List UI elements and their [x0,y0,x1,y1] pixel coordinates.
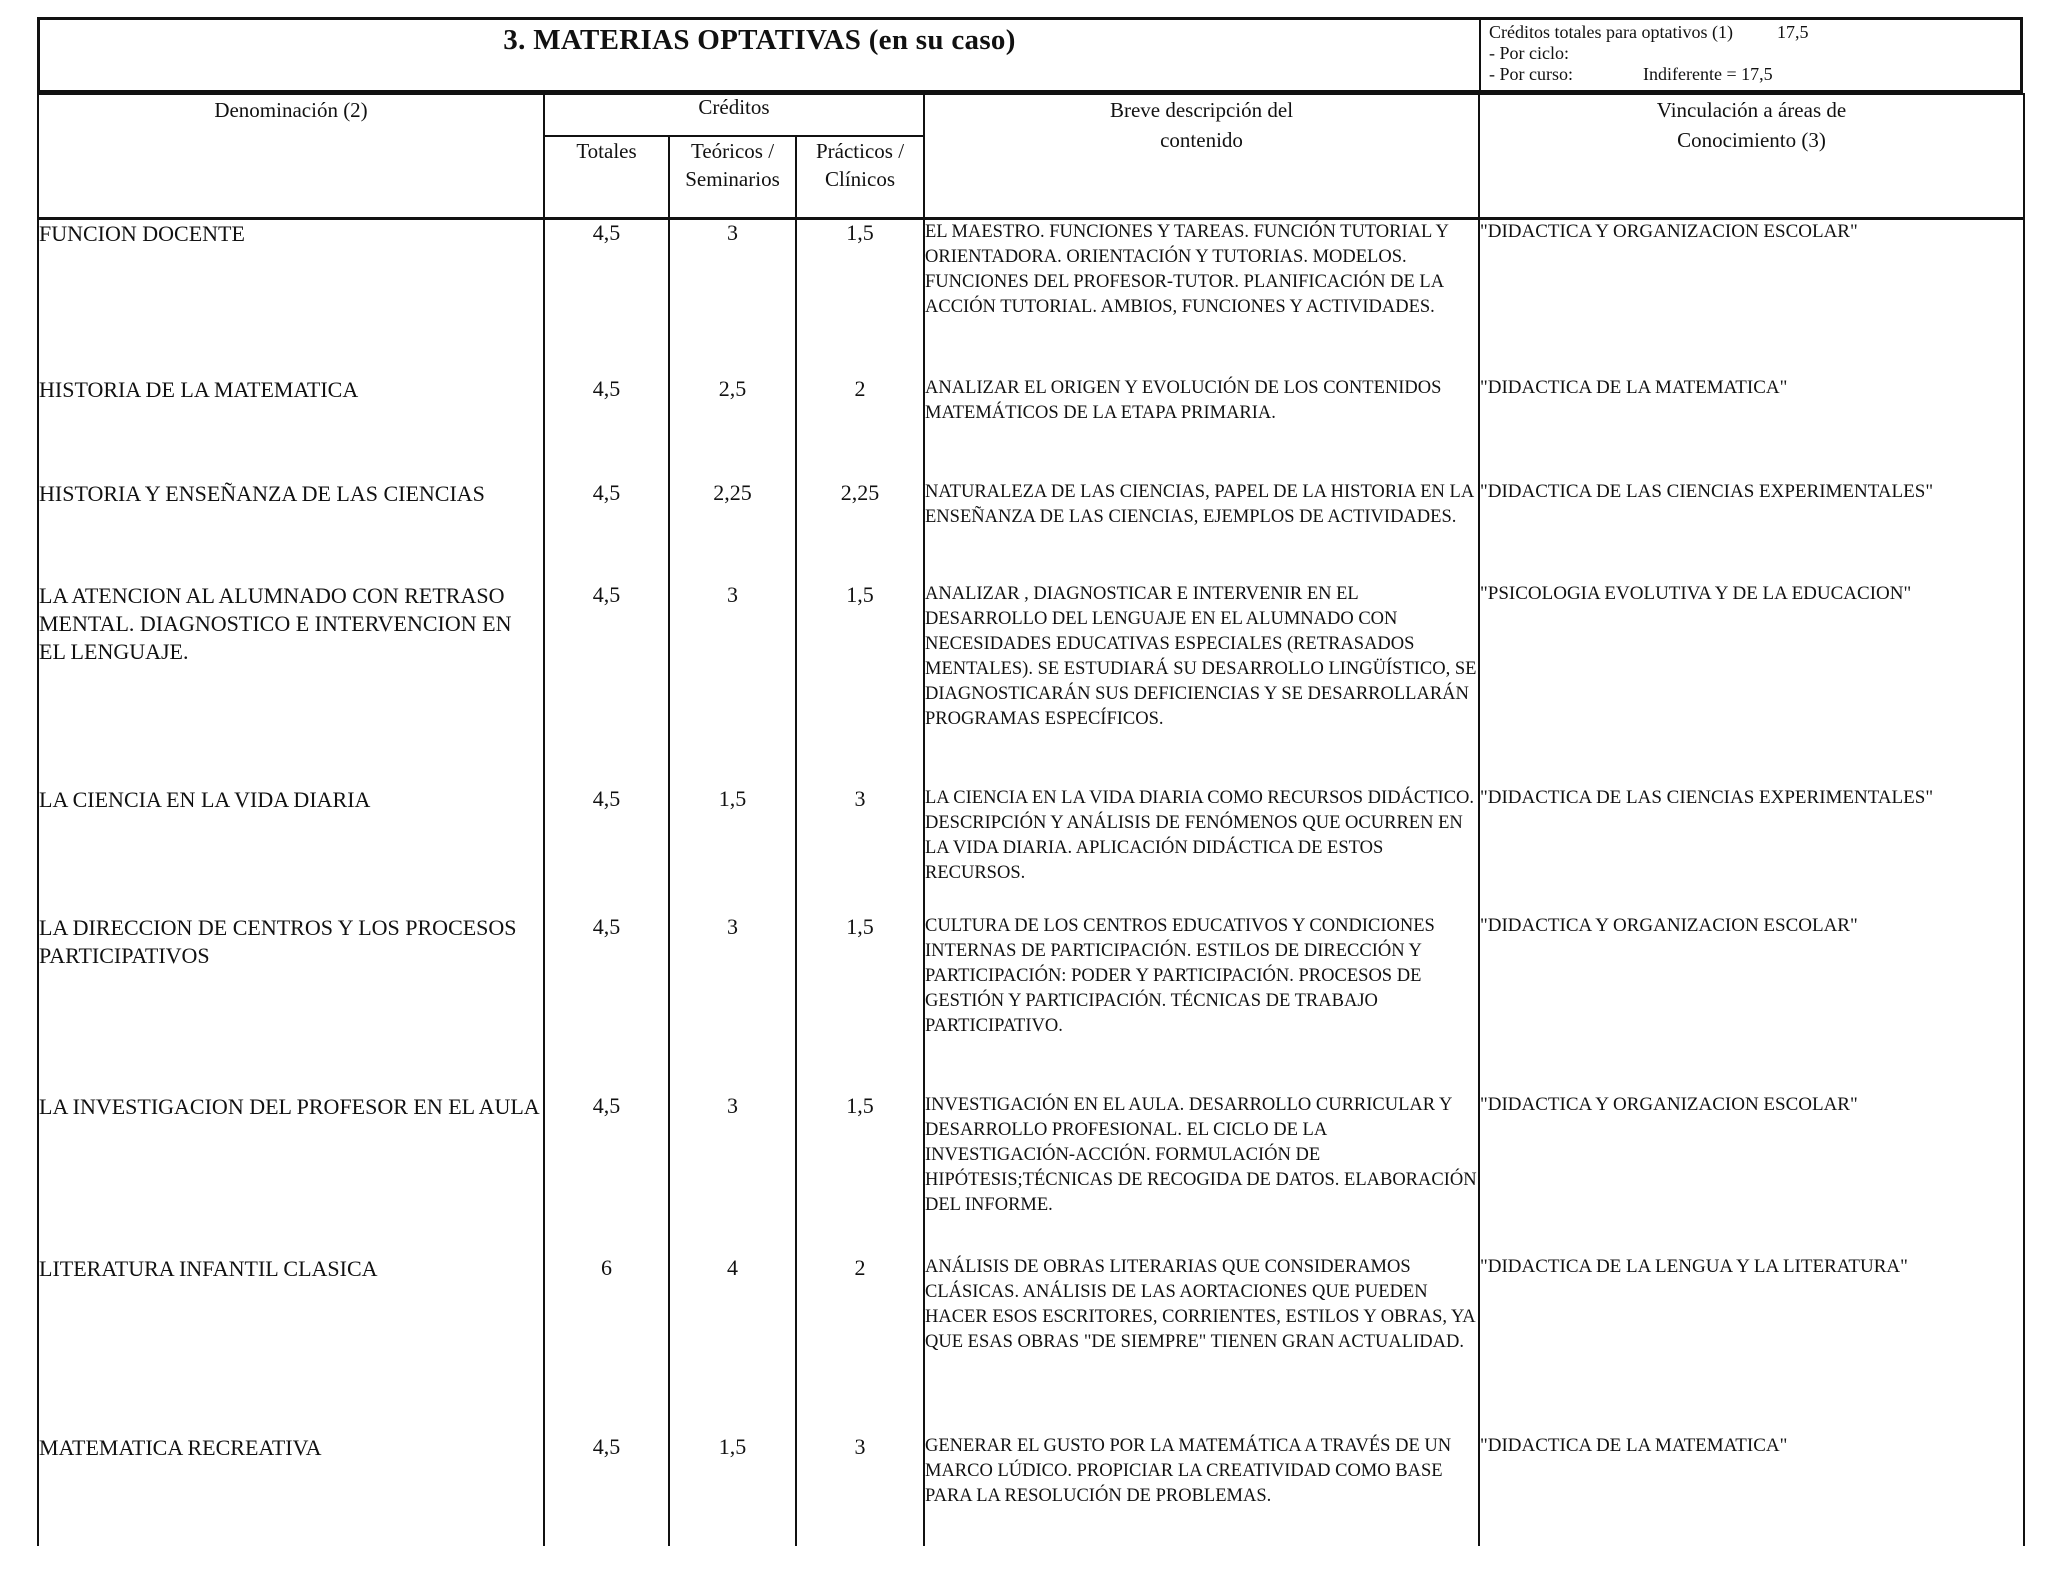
optativas-table [37,93,2025,1546]
row-teoricos: 3 [669,219,796,376]
row-teoricos: 3 [669,582,796,786]
row-totales: 4,5 [544,219,669,376]
header-teoricos [669,136,796,219]
row-area: "DIDACTICA Y ORGANIZACION ESCOLAR" [1479,914,2024,1093]
row-name: LA ATENCION AL ALUMNADO CON RETRASO MENTAL. DIAGNOSTICO E INTERVENCION EN EL LENGUAJE. [38,582,544,786]
row-totales: 4,5 [544,1434,669,1546]
table-row [38,786,2024,914]
row-practicos: 2,25 [796,480,924,582]
row-description: GENERAR EL GUSTO POR LA MATEMÁTICA A TRAVÉS DE UN MARCO LÚDICO. PROPICIAR LA CREATIVIDAD COMO BASE PARA LA RESOLUCIÓN DE PROBLEMAS. [924,1434,1479,1546]
page-title: 3. MATERIAS OPTATIVAS (en su caso) [40,20,1481,90]
document-page [37,17,2023,1567]
row-description: CULTURA DE LOS CENTROS EDUCATIVOS Y CONDICIONES INTERNAS DE PARTICIPACIÓN. ESTILOS DE DIRECCIÓN Y PARTICIPACIÓN: PODER Y PARTICIPACIÓN. PROCESOS DE GESTIÓN Y PARTICIPACIÓN. TÉCNICAS DE TRABAJO PARTICIPATIVO. [924,914,1479,1093]
header-vinculacion-text: Vinculación a áreas de Conocimiento (3) [1656,98,1847,152]
header-teoricos-text: Teóricos / Seminarios [685,139,780,191]
row-practicos: 2 [796,1255,924,1434]
header-practicos [796,136,924,219]
row-name: LITERATURA INFANTIL CLASICA [38,1255,544,1434]
row-totales: 4,5 [544,786,669,914]
row-teoricos: 3 [669,914,796,1093]
row-teoricos: 1,5 [669,1434,796,1546]
row-totales: 4,5 [544,376,669,480]
row-description: ANÁLISIS DE OBRAS LITERARIAS QUE CONSIDERAMOS CLÁSICAS. ANÁLISIS DE LAS AORTACIONES QUE PUEDEN HACER ESOS ESCRITORES, CORRIENTES, ESTILOS Y OBRAS, YA QUE ESAS OBRAS "DE SIEMPRE" TIENEN GRAN ACTUALIDAD. [924,1255,1479,1434]
credits-total-value: 17,5 [1776,22,1809,42]
table-row [38,376,2024,480]
row-teoricos: 2,25 [669,480,796,582]
por-curso-value: Indiferente = 17,5 [1643,64,1773,84]
row-description: NATURALEZA DE LAS CIENCIAS, PAPEL DE LA HISTORIA EN LA ENSEÑANZA DE LAS CIENCIAS, EJEMPLOS DE ACTIVIDADES. [924,480,1479,582]
table-row [38,480,2024,582]
credits-total-label: Créditos totales para optativos (1) [1489,22,1733,42]
row-name: FUNCION DOCENTE [38,219,544,376]
header-denominacion: Denominación (2) [38,94,544,219]
row-totales: 6 [544,1255,669,1434]
row-description: ANALIZAR EL ORIGEN Y EVOLUCIÓN DE LOS CONTENIDOS MATEMÁTICOS DE LA ETAPA PRIMARIA. [924,376,1479,480]
table-row [38,219,2024,376]
header-descripcion [924,94,1479,219]
table-row [38,1255,2024,1434]
header-descripcion-text: Breve descripción del contenido [1109,98,1294,152]
row-area: "DIDACTICA DE LA MATEMATICA" [1479,1434,2024,1546]
row-name: HISTORIA DE LA MATEMATICA [38,376,544,480]
row-area: "DIDACTICA Y ORGANIZACION ESCOLAR" [1479,219,2024,376]
row-description: EL MAESTRO. FUNCIONES Y TAREAS. FUNCIÓN TUTORIAL Y ORIENTADORA. ORIENTACIÓN Y TUTORIAS. MODELOS. FUNCIONES DEL PROFESOR-TUTOR. PLANIFICACIÓN DE LA ACCIÓN TUTORIAL. AMBIOS, FUNCIONES Y ACTIVIDADES. [924,219,1479,376]
row-description: LA CIENCIA EN LA VIDA DIARIA COMO RECURSOS DIDÁCTICO. DESCRIPCIÓN Y ANÁLISIS DE FENÓMENOS QUE OCURREN EN LA VIDA DIARIA. APLICACIÓN DIDÁCTICA DE ESTOS RECURSOS. [924,786,1479,914]
row-practicos: 1,5 [796,914,924,1093]
header-totales: Totales [544,136,669,219]
header-vinculacion [1479,94,2024,219]
row-area: "DIDACTICA DE LAS CIENCIAS EXPERIMENTALES" [1479,480,2024,582]
por-curso-label: - Por curso: [1489,64,1573,84]
row-totales: 4,5 [544,480,669,582]
header-creditos: Créditos [544,94,924,136]
row-totales: 4,5 [544,582,669,786]
row-area: "PSICOLOGIA EVOLUTIVA Y DE LA EDUCACION" [1479,582,2024,786]
row-area: "DIDACTICA DE LAS CIENCIAS EXPERIMENTALES" [1479,786,2024,914]
credits-summary [1481,20,2020,92]
table-row [38,582,2024,786]
row-practicos: 3 [796,786,924,914]
title-bar [37,17,2023,93]
table-row [38,1434,2024,1546]
row-teoricos: 2,5 [669,376,796,480]
row-teoricos: 1,5 [669,786,796,914]
row-area: "DIDACTICA DE LA MATEMATICA" [1479,376,2024,480]
row-description: ANALIZAR , DIAGNOSTICAR E INTERVENIR EN EL DESARROLLO DEL LENGUAJE EN EL ALUMNADO CON NECESIDADES EDUCATIVAS ESPECIALES (RETRASADOS MENTALES). SE ESTUDIARÁ SU DESARROLLO LINGÜÍSTICO, SE DIAGNOSTICARÁN SUS DEFICIENCIAS Y SE DESARROLLARÁN PROGRAMAS ESPECÍFICOS. [924,582,1479,786]
row-teoricos: 4 [669,1255,796,1434]
row-practicos: 1,5 [796,1093,924,1255]
row-practicos: 1,5 [796,219,924,376]
row-practicos: 3 [796,1434,924,1546]
table-row [38,914,2024,1093]
row-practicos: 1,5 [796,582,924,786]
row-area: "DIDACTICA Y ORGANIZACION ESCOLAR" [1479,1093,2024,1255]
table-row [38,1093,2024,1255]
row-name: LA DIRECCION DE CENTROS Y LOS PROCESOS PARTICIPATIVOS [38,914,544,1093]
row-practicos: 2 [796,376,924,480]
row-name: LA INVESTIGACION DEL PROFESOR EN EL AULA [38,1093,544,1255]
row-name: MATEMATICA RECREATIVA [38,1434,544,1546]
row-totales: 4,5 [544,1093,669,1255]
header-practicos-text: Prácticos / Clínicos [815,139,905,191]
row-teoricos: 3 [669,1093,796,1255]
row-totales: 4,5 [544,914,669,1093]
row-name: LA CIENCIA EN LA VIDA DIARIA [38,786,544,914]
row-area: "DIDACTICA DE LA LENGUA Y LA LITERATURA" [1479,1255,2024,1434]
por-ciclo-label: - Por ciclo: [1489,43,1569,63]
row-name: HISTORIA Y ENSEÑANZA DE LAS CIENCIAS [38,480,544,582]
row-description: INVESTIGACIÓN EN EL AULA. DESARROLLO CURRICULAR Y DESARROLLO PROFESIONAL. EL CICLO DE LA INVESTIGACIÓN-ACCIÓN. FORMULACIÓN DE HIPÓTESIS;TÉCNICAS DE RECOGIDA DE DATOS. ELABORACIÓN DEL INFORME. [924,1093,1479,1255]
